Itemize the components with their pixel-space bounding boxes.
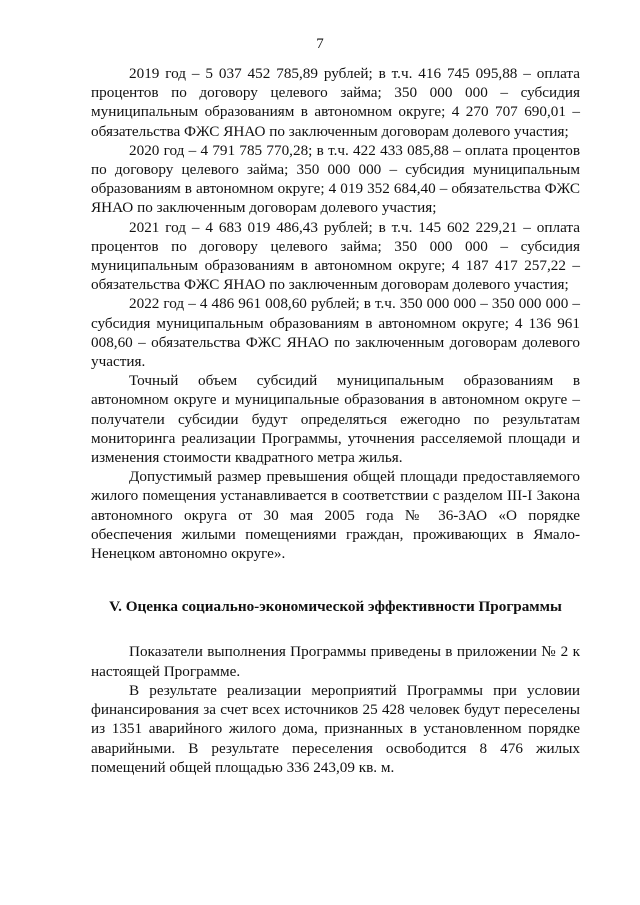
- section-heading: V. Оценка социально-экономической эффективности Программы: [109, 598, 562, 616]
- paragraph-2022-funding: 2022 год – 4 486 961 008,60 рублей; в т.ч. 350 000 000 – 350 000 000 – субсидия муниципальным образованиям в автономном округе; 4 136 961 008,60 – обязательства ФЖС ЯНАО по заключенным договорам долевого участия.: [91, 295, 580, 371]
- paragraph-results: В результате реализации мероприятий Программы при условии финансирования за счет всех источников 25 428 человек будут переселены из 1351 аварийного жилого дома, признанных в установленном порядке аварийными. В результате переселения освободится 8 476 жилых помещений общей площадью 336 243,09 кв. м.: [91, 681, 580, 776]
- paragraph-subsidy-volume: Точный объем субсидий муниципальным образованиям в автономном округе и муниципальные образования в автономном округе – получатели субсидии будут определяться ежегодно по результатам мониторинга реализации Программы, уточнения расселяемой площади и изменения стоимости квадратного метра жилья.: [91, 372, 580, 467]
- paragraph-2019-funding: 2019 год – 5 037 452 785,89 рублей; в т.ч. 416 745 095,88 – оплата процентов по договору целевого займа; 350 000 000 – субсидия муниципальным образованиям в автономном округе; 4 270 707 690,01 – обязательства ФЖС ЯНАО по заключенным договорам долевого участия;: [91, 65, 580, 140]
- paragraph-2021-funding: 2021 год – 4 683 019 486,43 рублей; в т.ч. 145 602 229,21 – оплата процентов по договору целевого займа; 350 000 000 – субсидия муниципальным образованиям в автономном округе; 4 187 417 257,22 – обязательства ФЖС ЯНАО по заключенным договорам долевого участия;: [91, 218, 580, 294]
- paragraph-indicators: Показатели выполнения Программы приведены в приложении № 2 к настоящей Программе.: [91, 643, 580, 680]
- page-number: 7: [316, 36, 324, 52]
- paragraph-2020-funding: 2020 год – 4 791 785 770,28; в т.ч. 422 433 085,88 – оплата процентов по договору целевого займа; 350 000 000 – субсидия муниципальным образованиям в автономном округе; 4 019 352 684,40 – обязательства ФЖС ЯНАО по заключенным договорам долевого участия;: [91, 141, 580, 217]
- document-body: [91, 64, 580, 777]
- paragraph-area-excess: Допустимый размер превышения общей площади предоставляемого жилого помещения устанавливается в соответствии с разделом III-I Закона автономного округа от 30 мая 2005 года № 36-ЗАО «О порядке обеспечения жилыми помещениями граждан, проживающих в Ямало-Ненецком автономно округе».: [91, 468, 580, 563]
